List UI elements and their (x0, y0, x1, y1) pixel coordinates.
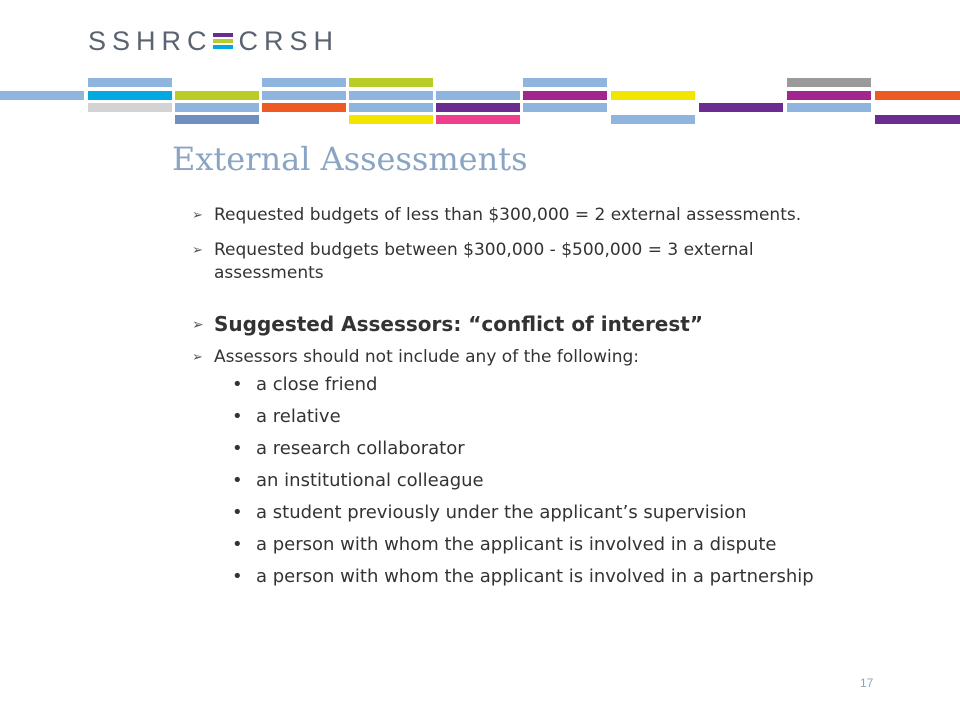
list-item: • a person with whom the applicant is involved in a partnership (232, 566, 842, 588)
band-block (0, 91, 84, 100)
logo-text-left: SSHRC (88, 25, 213, 56)
list-item: • a close friend (232, 374, 842, 396)
suggested-assessors-heading (192, 311, 842, 337)
arrow-bullet-icon: ➢ (192, 208, 203, 223)
band-block (436, 103, 520, 112)
band-block (523, 78, 607, 87)
band-block (349, 78, 433, 87)
list-item: • a research collaborator (232, 438, 842, 460)
exclusion-list (192, 374, 842, 588)
band-block (523, 103, 607, 112)
band-block (436, 91, 520, 100)
band-block (875, 115, 960, 124)
band-block (175, 115, 259, 124)
band-block (88, 91, 172, 100)
page-number: 17 (860, 676, 874, 690)
band-block (175, 91, 259, 100)
slide-title: External Assessments (172, 140, 528, 178)
band-block (611, 91, 695, 100)
list-item: • a student previously under the applicant’s supervision (232, 502, 842, 524)
band-block (787, 103, 871, 112)
sshrc-crsh-logo (88, 24, 339, 58)
band-block (875, 91, 960, 100)
band-block (88, 78, 172, 87)
arrow-bullet-icon: ➢ (192, 350, 203, 365)
band-block (523, 91, 607, 100)
list-item: • a relative (232, 406, 842, 428)
band-block (349, 103, 433, 112)
band-block (262, 103, 346, 112)
band-block (611, 115, 695, 124)
arrow-bullet-icon: ➢ (192, 317, 204, 333)
budget-point-text: Requested budgets of less than $300,000 = 2 external assessments. (214, 205, 802, 225)
list-item: • an institutional colleague (232, 470, 842, 492)
band-block (175, 103, 259, 112)
assessors-intro-text: Assessors should not include any of the following: (214, 347, 640, 367)
decorative-color-band (0, 78, 960, 126)
logo-mark-icon (213, 32, 233, 50)
band-block (262, 91, 346, 100)
slide-body (192, 204, 842, 598)
band-block (88, 103, 172, 112)
suggested-assessors-text: Suggested Assessors: “conflict of interest” (214, 312, 703, 336)
budget-point-2 (192, 239, 842, 285)
band-block (787, 78, 871, 87)
budget-point-1 (192, 204, 842, 227)
band-block (436, 115, 520, 124)
band-block (349, 115, 433, 124)
arrow-bullet-icon: ➢ (192, 243, 203, 258)
assessors-intro (192, 346, 842, 369)
logo-text-right: CRSH (238, 25, 340, 56)
band-block (262, 78, 346, 87)
band-block (787, 91, 871, 100)
budget-point-text: Requested budgets between $300,000 - $500,000 = 3 external assessments (214, 240, 754, 283)
band-block (349, 91, 433, 100)
band-block (699, 103, 783, 112)
list-item: • a person with whom the applicant is involved in a dispute (232, 534, 842, 556)
